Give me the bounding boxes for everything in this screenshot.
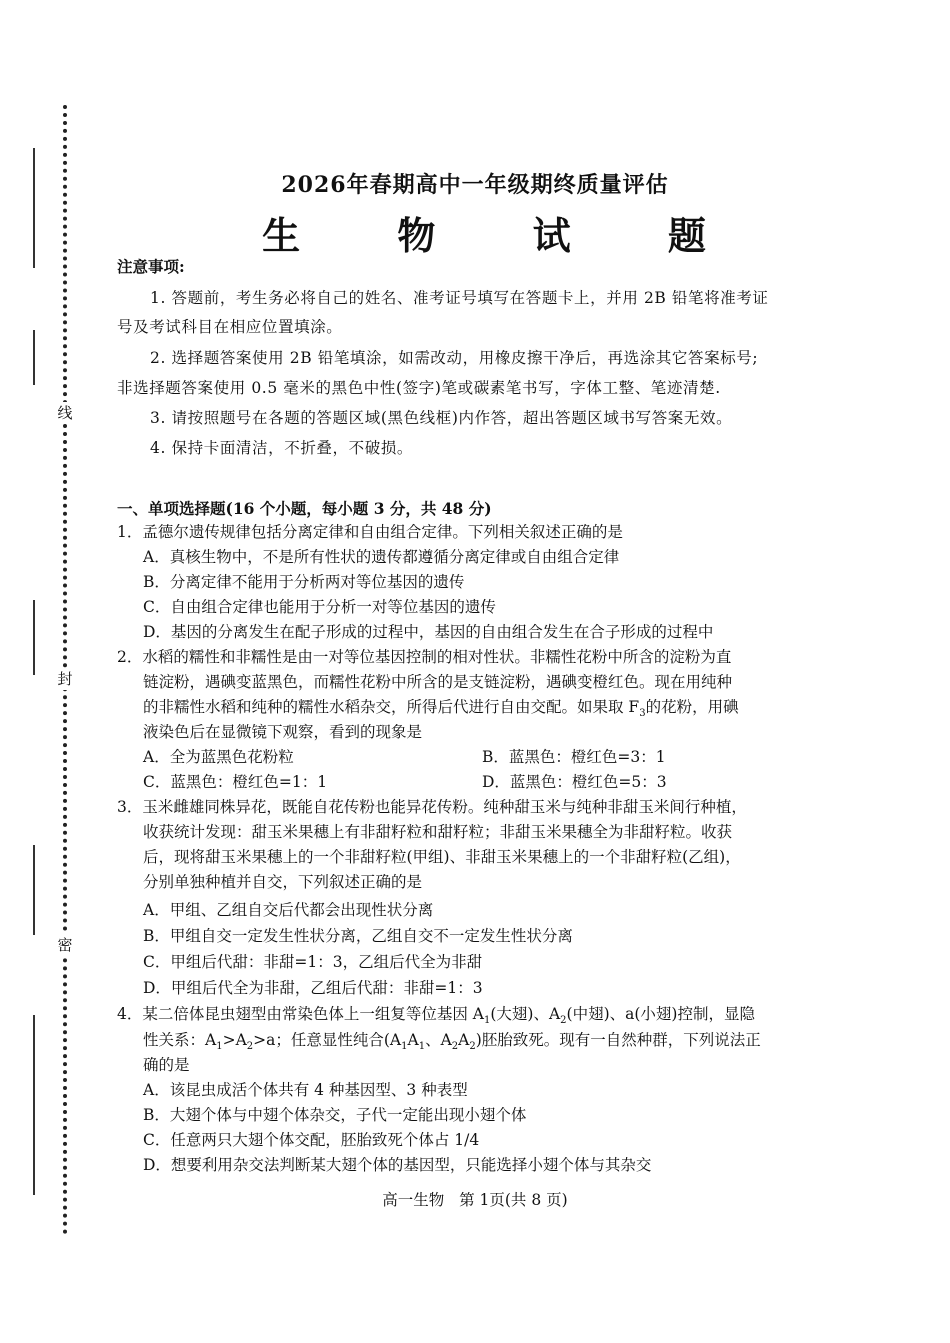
q1-stem: 1．孟德尔遗传规律包括分离定律和自由组合定律。下列相关叙述正确的是 <box>117 523 623 541</box>
margin-char-line: 线 <box>54 402 76 424</box>
q4-stem-line1: 4．某二倍体昆虫翅型由常染色体上一组复等位基因 $A_1$(大翅)、$A_2$(中翅)、a(小翅)控制，显隐 <box>117 1005 755 1027</box>
q1-option-a: A．真核生物中，不是所有性状的遗传都遵循分离定律或自由组合定律 <box>143 548 620 566</box>
notice-item-2: 2. 选择题答案使用 2B 铅笔填涂，如需改动，用橡皮擦干净后，再选涂其它答案标号; <box>150 349 759 367</box>
q2-stem-line1: 2．水稻的糯性和非糯性是由一对等位基因控制的相对性状。非糯性花粉中所含的淀粉为直 <box>117 648 732 666</box>
margin-rule <box>33 330 35 385</box>
notice-item-1: 1. 答题前，考生务必将自己的姓名、准考证号填写在答题卡上，并用 2B 铅笔将准考证 <box>150 289 769 307</box>
q2-stem-line3: 的非糯性水稻和纯种的糯性水稻杂交，所得后代进行自由交配。如果取 $F_3$的花粉，用碘 <box>143 698 739 720</box>
q4-stem-line3: 确的是 <box>143 1056 190 1074</box>
margin-rule <box>33 600 35 675</box>
notice-item-3: 3. 请按照题号在各题的答题区域(黑色线框)内作答，超出答题区域书写答案无效。 <box>150 409 733 427</box>
q1-option-d: D．基因的分离发生在配子形成的过程中，基因的自由组合发生在合子形成的过程中 <box>143 623 714 641</box>
q3-stem-line3: 后，现将甜玉米果穗上的一个非甜籽粒(甲组)、非甜玉米果穗上的一个非甜籽粒(乙组)， <box>143 848 741 866</box>
exam-title: 2026年春期高中一年级期终质量评估 <box>281 172 669 198</box>
q2-option-a: A．全为蓝黑色花粉粒 <box>143 748 294 766</box>
q3-stem-line4: 分别单独种植并自交，下列叙述正确的是 <box>143 873 423 891</box>
q4-stem-line2: 性关系：$A_1>A_2>a$；任意显性纯合($A_1A_1$、$A_2A_2$)胚胎致死。现有一自然种群，下列说法正 <box>143 1031 761 1053</box>
section-heading: 一、单项选择题(16 个小题，每小题 3 分，共 48 分) <box>117 499 492 518</box>
margin-rule <box>33 845 35 935</box>
q3-stem-line1: 3．玉米雌雄同株异花，既能自花传粉也能异花传粉。纯种甜玉米与纯种非甜玉米间行种植， <box>117 798 747 816</box>
q4-option-a: A．该昆虫成活个体共有 4 种基因型、3 种表型 <box>143 1081 468 1099</box>
q2-stem-line2: 链淀粉，遇碘变蓝黑色，而糯性花粉中所含的是支链淀粉，遇碘变橙红色。现在用纯种 <box>143 673 733 691</box>
q4-option-b: B．大翅个体与中翅个体杂交，子代一定能出现小翅个体 <box>143 1106 527 1124</box>
notice-heading: 注意事项: <box>117 257 185 276</box>
q2-option-b: B．蓝黑色：橙红色=3：1 <box>482 748 666 766</box>
q3-option-a: A．甲组、乙组自交后代都会出现性状分离 <box>143 901 434 919</box>
q2-option-d: D．蓝黑色：橙红色=5：3 <box>482 773 667 791</box>
subject-title: 生 物 试 题 <box>262 213 748 258</box>
q3-option-c: C．甲组后代甜：非甜=1：3，乙组后代全为非甜 <box>143 953 483 971</box>
notice-item-4: 4. 保持卡面清洁，不折叠，不破损。 <box>150 439 414 457</box>
q4-option-d: D．想要利用杂交法判断某大翅个体的基因型，只能选择小翅个体与其杂交 <box>143 1156 652 1174</box>
q3-stem-line2: 收获统计发现：甜玉米果穗上有非甜籽粒和甜籽粒；非甜玉米果穗全为非甜籽粒。收获 <box>143 823 733 841</box>
notice-item-1-cont: 号及考试科目在相应位置填涂。 <box>117 318 343 336</box>
page-footer: 高一生物 第 1页(共 8 页) <box>382 1191 568 1209</box>
margin-char-seal: 封 <box>54 668 76 690</box>
notice-item-2-cont: 非选择题答案使用 0.5 毫米的黑色中性(签字)笔或碳素笔书写，字体工整、笔迹清楚. <box>117 379 721 397</box>
margin-rule <box>33 1015 35 1195</box>
q3-option-d: D．甲组后代全为非甜，乙组后代甜：非甜=1：3 <box>143 979 483 997</box>
q1-option-b: B．分离定律不能用于分析两对等位基因的遗传 <box>143 573 465 591</box>
q2-stem-line4: 液染色后在显微镜下观察，看到的现象是 <box>143 723 423 741</box>
q4-option-c: C．任意两只大翅个体交配，胚胎致死个体占 1/4 <box>143 1131 480 1149</box>
q2-option-c: C．蓝黑色：橙红色=1：1 <box>143 773 328 791</box>
q3-option-b: B．甲组自交一定发生性状分离，乙组自交不一定发生性状分离 <box>143 927 573 945</box>
q1-option-c: C．自由组合定律也能用于分析一对等位基因的遗传 <box>143 598 496 616</box>
margin-char-secret: 密 <box>54 934 76 956</box>
